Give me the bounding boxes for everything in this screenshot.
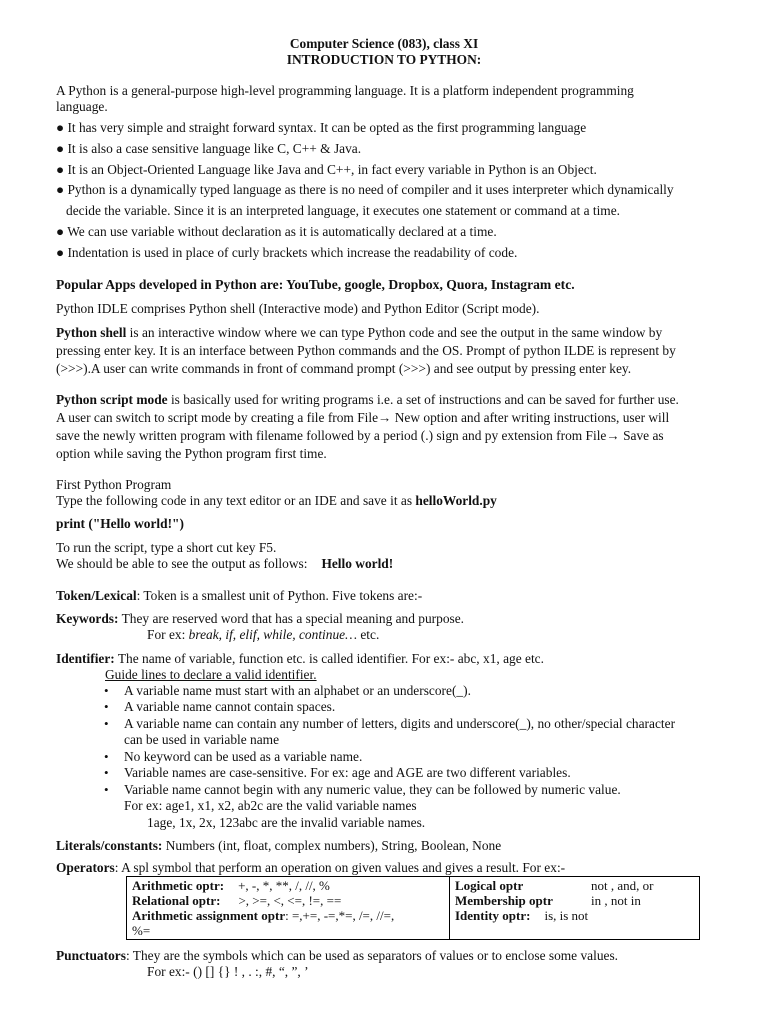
intro-bullet: ● It is an Object-Oriented Language like Java and C++, in fact every variable in Python is an Object. [56,162,597,177]
logical-row: Logical optr not , and, or [455,878,654,893]
intro-bullet: ● Python is a dynamically typed language as there is no need of compiler and it uses interpreter which dynamically [56,182,674,197]
bullet-icon: ● [56,245,65,260]
bullet-icon: • [104,765,109,780]
code-line: print ("Hello world!") [56,516,184,531]
script-paragraph-line-2: A user can switch to script mode by creating a file from File→ New option and after writing instructions, user will [56,410,670,425]
assignment-row: Arithmetic assignment optr: =,+=, -=,*=, /=, //=, [132,908,395,923]
literals-line: Literals/constants: Numbers (int, float, complex numbers), String, Boolean, None [56,838,502,853]
tokens-term: Token/Lexical [56,588,137,603]
operators-table-right-cell [450,877,700,940]
identifier-rule: No keyword can be used as a variable name. [124,749,363,764]
bullet-icon: ● [56,162,65,177]
bullet-icon: • [104,716,109,731]
keywords-line: Keywords: They are reserved word that has a special meaning and purpose. [56,611,465,626]
shell-paragraph-line-3: (>>>).A user can write commands in front of command prompt (>>>) and see output by pressing enter key. [56,361,632,376]
identifier-rule: Variable names are case-sensitive. For ex: age and AGE are two different variables. [124,765,571,780]
invalid-names-example: 1age, 1x, 2x, 123abc are the invalid variable names. [147,815,426,830]
idle-text: Python IDLE comprises Python shell (Interactive mode) and Python Editor (Script mode). [56,301,540,316]
bullet-icon: • [104,782,109,797]
document-subtitle: INTRODUCTION TO PYTHON: [286,52,482,67]
document-title: Computer Science (083), class XI [289,36,479,51]
script-paragraph-line-3: save the newly written program with filename followed by a period (.) sign and py extension from File→ Save as [56,428,664,443]
operators-line: Operators: A spl symbol that perform an operation on given values and gives a result. For ex:- [56,860,566,875]
arithmetic-row: Arithmetic optr: +, -, *, **, /, //, % [132,878,330,893]
bullet-icon: ● [56,224,65,239]
keywords-example: For ex: break, if, elif, while, continue… etc. [147,627,380,642]
bullet-icon: • [104,749,109,764]
identifier-guide-heading: Guide lines to declare a valid identifier. [105,667,317,682]
identifier-term: Identifier: [56,651,115,666]
valid-names-example: For ex: age1, x1, x2, ab2c are the valid variable names [124,798,417,813]
bullet-icon: • [104,699,109,714]
first-program-instruction: Type the following code in any text editor or an IDE and save it as helloWorld.py [56,493,497,508]
bullet-icon: • [104,683,109,698]
bullet-icon: ● [56,141,65,156]
relational-row: Relational optr: >, >=, <, <=, !=, == [132,893,342,908]
operators-table [126,876,700,940]
bullet-icon: ● [56,120,65,135]
intro-bullet: ● It has very simple and straight forward syntax. It can be opted as the first programming language [56,120,587,135]
intro-bullet-continuation: decide the variable. Since it is an interpreted language, it executes one statement or command at a time. [66,203,621,218]
operators-table-left-cell [127,877,450,940]
identifier-rule: Variable name cannot begin with any numeric value, they can be followed by numeric value. [124,782,621,797]
script-paragraph-line-4: option while saving the Python program first time. [56,446,327,461]
filename: helloWorld.py [415,493,497,508]
shell-paragraph-line-2: pressing enter key. It is an interface between Python commands and the OS. Prompt of python ILDE is represent by [56,343,676,358]
keywords-term: Keywords: [56,611,119,626]
bullet-icon: ● [56,182,65,197]
run-instruction: To run the script, type a short cut key F5. [56,540,277,555]
intro-bullet: ● Indentation is used in place of curly brackets which increase the readability of code. [56,245,518,260]
intro-line-2: language. [56,99,108,114]
intro-bullet: ● We can use variable without declaration as it is automatically declared at a time. [56,224,497,239]
shell-term: Python shell [56,325,127,340]
identity-row: Identity optr: is, is not [455,908,589,923]
identifier-rule: A variable name can contain any number of letters, digits and underscore(_), no other/special character [124,716,676,731]
intro-line-1: A Python is a general-purpose high-level programming language. It is a platform independent programming [56,83,634,98]
identifier-rule: A variable name cannot contain spaces. [124,699,336,714]
punctuators-line: Punctuators: They are the symbols which can be used as separators of values or to enclose some values. [56,948,619,963]
operators-term: Operators [56,860,115,875]
literals-term: Literals/constants: [56,838,163,853]
tokens-line: Token/Lexical: Token is a smallest unit of Python. Five tokens are:- [56,588,423,603]
membership-row: Membership optr in , not in [455,893,641,908]
apps-heading: Popular Apps developed in Python are: YouTube, google, Dropbox, Quora, Instagram etc. [56,277,575,292]
script-term: Python script mode [56,392,168,407]
punctuators-example: For ex:- () [] {} ! , . :, #, “, ”, ’ [147,964,309,979]
identifier-rule-continuation: can be used in variable name [124,732,280,747]
shell-paragraph-line-1: Python shell is an interactive window where we can type Python code and see the output in the same window by [56,325,663,340]
assignment-row-continuation: %= [132,923,151,938]
punctuators-term: Punctuators [56,948,126,963]
output-line: We should be able to see the output as follows: Hello world! [56,556,394,571]
output-value: Hello world! [321,556,394,571]
identifier-rule: A variable name must start with an alphabet or an underscore(_). [124,683,471,698]
identifier-line: Identifier: The name of variable, function etc. is called identifier. For ex:- abc, x1, age etc. [56,651,544,666]
intro-bullet: ● It is also a case sensitive language like C, C++ & Java. [56,141,362,156]
script-paragraph-line-1: Python script mode is basically used for writing programs i.e. a set of instructions and can be saved for further use. [56,392,679,407]
first-program-title: First Python Program [56,477,172,492]
